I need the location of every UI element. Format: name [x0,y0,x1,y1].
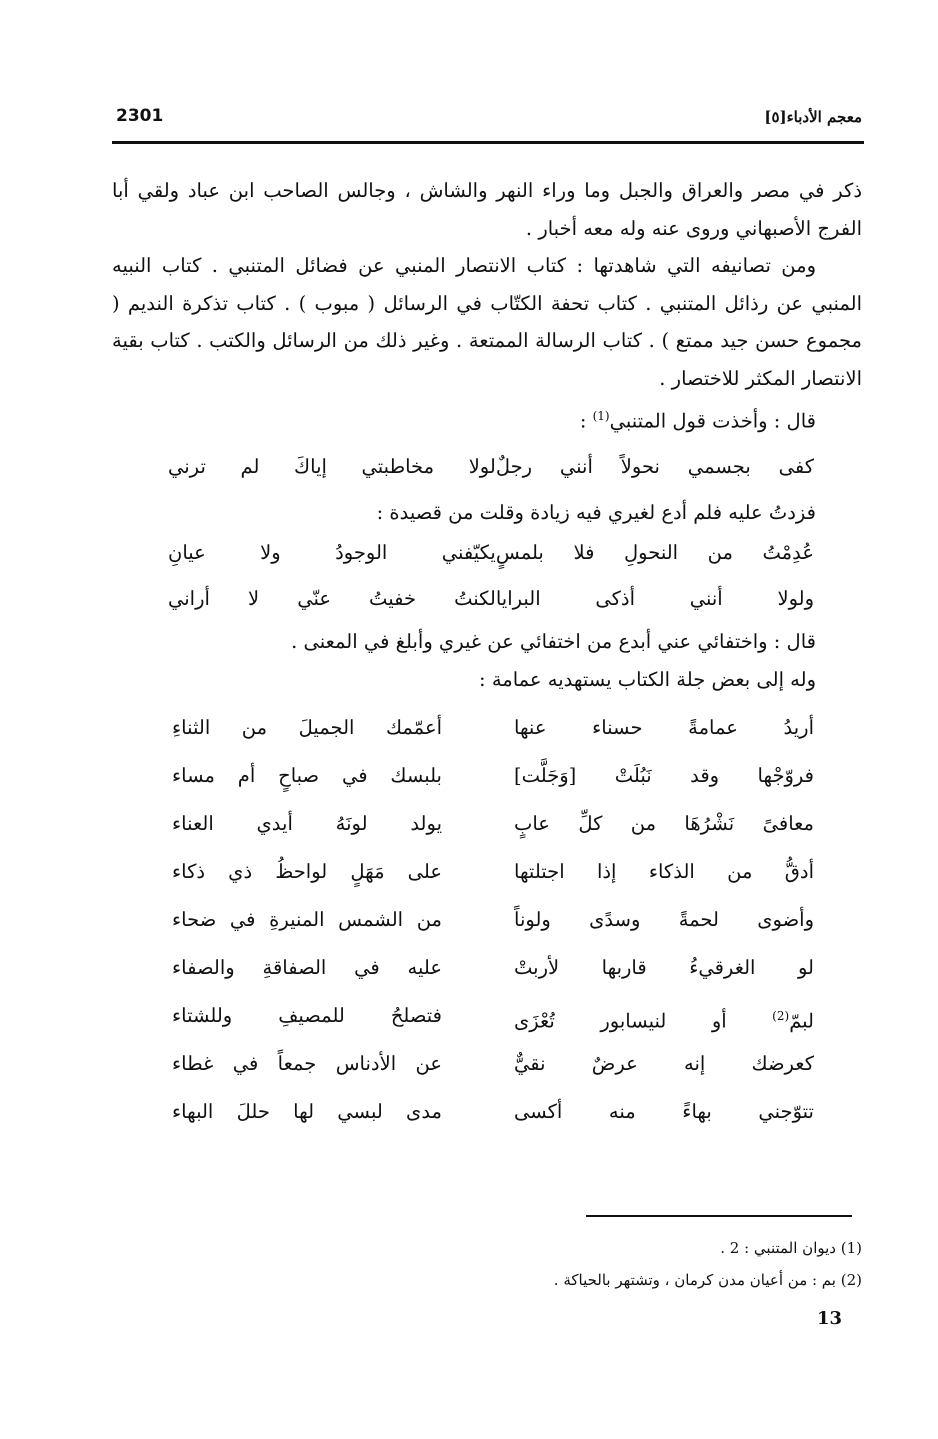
verse-hemistich-second: لولا مخاطبتي إياكَ لم ترني [168,454,496,478]
footnote-ref-2: (2) [772,1009,790,1024]
page-number-top: 2301 [116,106,164,126]
verse-line [168,575,814,623]
verse-hemistich-second: على مَهَلٍ لواحظُ ذي ذكاء [172,860,442,884]
verse-line [112,800,862,848]
verse-hemistich-first: معافىً نَشْرُهَا من كلِّ عابٍ [514,812,814,836]
paragraph-works: ومن تصانيفه التي شاهدتها : كتاب الانتصار المنبي عن فضائل المتنبي . كتاب النبيه المنبي عن رذائل المتنبي . كتاب تحفة الكتّاب في الرسائل ( مبوب ) . كتاب تذكرة النديم ( مجموع حسن جيد ممتع ) . كتاب الرسالة الممتعة . وغير ذلك من الرسائل والكتب . كتاب بقية الانتصار المكثر للاختصار . [112,254,862,390]
intro-addition: فزدتُ عليه فلم أدع لغيري فيه زيادة وقلت من قصيدة : [376,500,816,524]
footnotes [462,1232,862,1296]
page-body [112,172,862,1136]
verse-hemistich-second: يولد لونَهُ أيدي العناء [172,812,442,836]
verse-block-turban [112,704,862,1136]
verse-hemistich-second: من الشمس المنيرةِ في ضحاء [172,908,442,932]
verse-line [112,848,862,896]
verse-line [112,896,862,944]
verse-hemistich-second: لكنتُ خفيتُ عنّي لا أراني [168,587,496,611]
verse-hemistich-first: أدقُّ من الذكاء إذا اجتلتها [514,860,814,884]
verse-hemistich-first: كعرضك إنه عرضٌ نقيٌّ [514,1052,814,1076]
intro-mutanabbi [112,398,862,440]
verse-line [112,704,862,752]
intro-turban: وله إلى بعض جلة الكتاب يستهديه عمامة : [479,667,816,691]
verse-hemistich-first: وأضوى لحمةً وسدًى ولوناً [514,908,814,932]
comment-line: قال : واختفائي عني أبدع من اختفائي عن غيري وأبلغ في المعنى . [291,630,816,654]
verse-hemistich-first: فروّجْها وقد نَبُلَتْ [وَجَلَّت] [514,764,814,788]
intro-mutanabbi-text: قال : وأخذت قول المتنبي [609,409,816,433]
verse-hemistich-second: مدى لبسي لها حللَ البهاء [172,1100,442,1124]
verse-hemistich-first: لو الغرقيءُ قاربها لأربتْ [514,956,814,980]
footnote-1: (1) ديوان المتنبي : 2 . [720,1239,862,1257]
verse-hemistich-first: أريدُ عمامةً حسناء عنها [514,716,814,740]
intro-mutanabbi-end: : [579,409,593,433]
verse-hemistich-first [514,992,814,1040]
verse-hemistich-first: تتوّجني بهاءً منه أكسى [514,1100,814,1124]
page-number-bottom: 13 [816,1308,842,1329]
running-title: معجم الأدباء[٥] [764,108,862,126]
verse-line [112,1040,862,1088]
footnote-ref-1: (1) [592,408,610,423]
footnote-2: (2) بم : من أعيان مدن كرمان ، وتشتهر بالحياكة . [553,1271,862,1289]
verse-hemistich-second: يكيّفني الوجودُ ولا عيانِ [168,541,496,565]
verse-hemistich-second: عن الأدناس جمعاً في غطاء [172,1052,442,1076]
verse-hemistich-first: عُدِمْتُ من النحولِ فلا بلمسٍ [495,541,814,565]
verse-hemistich-second: بلبسك في صباحٍ أم مساء [172,764,442,788]
verse-line [112,752,862,800]
verse-hemistich-first: ولولا أنني أذكى البرايا [495,587,814,611]
verse-bam: لبمّ [789,1009,814,1033]
verse-hemistich-second: فتصلحُ للمصيفِ وللشتاء [172,1004,442,1028]
verse-line [168,531,814,575]
verse-hemistich-second: أعمّمك الجميلَ من الثناءِ [172,716,442,740]
paragraph-biography: ذكر في مصر والعراق والجبل وما وراء النهر والشاش ، وجالس الصاحب ابن عباد ولقي أبا الفرج الأصبهاني وروى عنه وله معه أخبار . [112,179,862,240]
verse-line [112,944,862,992]
verse-line [168,440,814,494]
verse-block-mutanabbi [112,440,862,494]
verse-line [112,992,862,1040]
verse-block-author [112,531,862,623]
header-rule [112,141,864,144]
verse-hemistich-first: كفى بجسمي نحولاً أنني رجلٌ [495,454,814,478]
verse-line [112,1088,862,1136]
verse-hemistich-second: عليه في الصفاقةِ والصفاء [172,956,442,980]
page-header [116,104,862,138]
footnote-rule [586,1215,852,1217]
verse-nishapur: أو لنيسابور تُعْزَى [514,1009,773,1033]
